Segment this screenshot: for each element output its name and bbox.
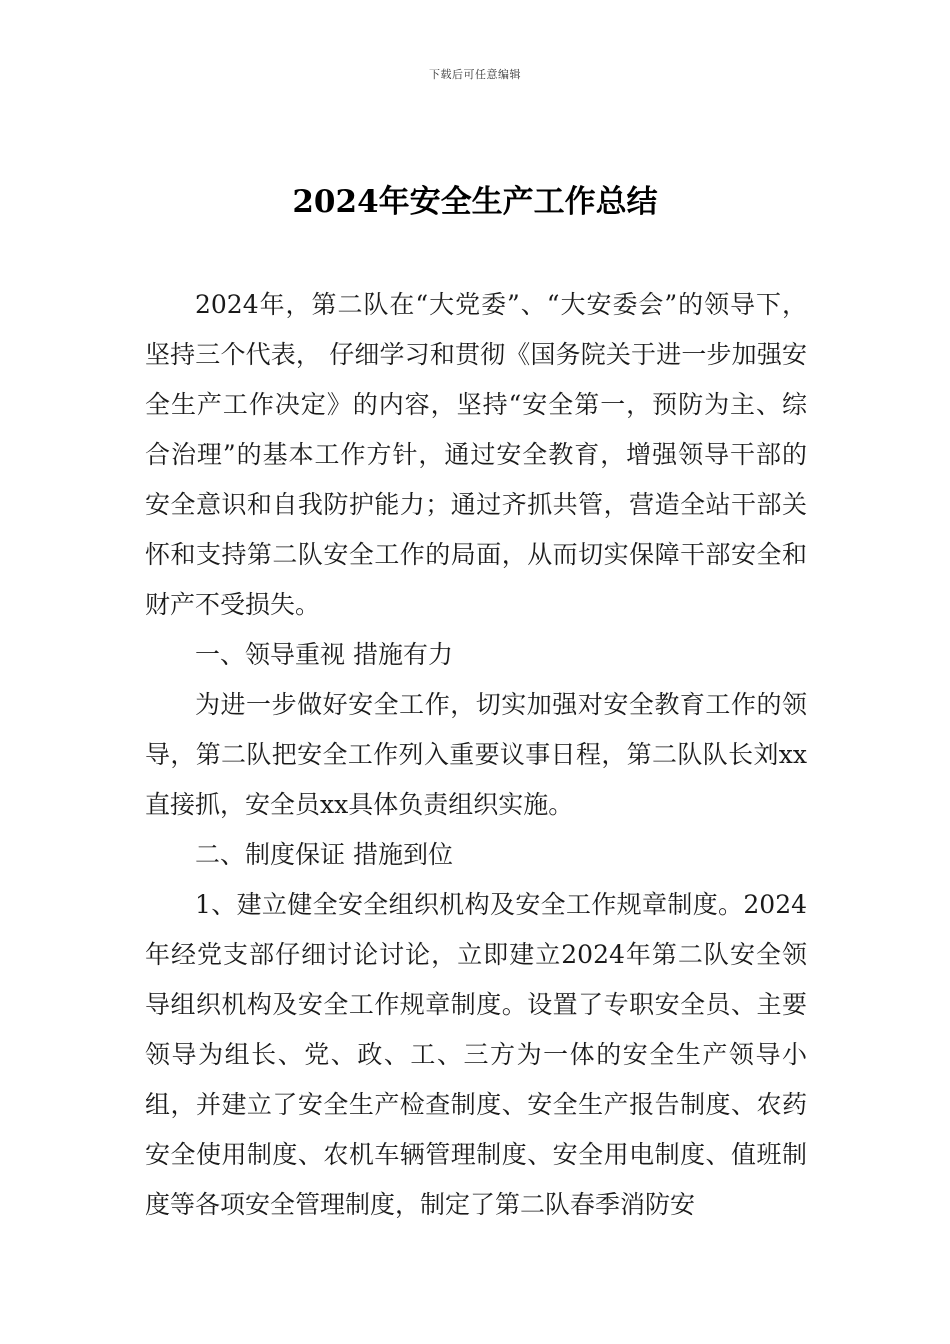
header-note: 下载后可任意编辑 xyxy=(429,68,521,81)
section-heading-1: 一、领导重视 措施有力 xyxy=(195,640,453,669)
paragraph-section-2-item-1: 1、建立健全安全组织机构及安全工作规章制度。2024年经党支部仔细讨论讨论，立即建立2024年第二队安全领导组织机构及安全工作规章制度。设置了专职安全员、主要领导为组长、党、政、工、三方为一体的安全生产领导小组，并建立了安全生产检查制度、安全生产报告制度、农药安全使用制度、农机车辆管理制度、安全用电制度、值班制度等各项安全管理制度，制定了第二队春季消防安 xyxy=(145,890,807,1219)
document-title: 2024年安全生产工作总结 xyxy=(292,184,658,220)
section-heading-2: 二、制度保证 措施到位 xyxy=(195,840,453,869)
document-body xyxy=(145,280,807,1230)
paragraph-intro: 2024年，第二队在“大党委”、“大安委会”的领导下，坚持三个代表， 仔细学习和贯彻《国务院关于进一步加强安全生产工作决定》的内容，坚持“安全第一，预防为主、综合治理”的基本工作方针，通过安全教育，增强领导干部的安全意识和自我防护能力；通过齐抓共管，营造全站干部关怀和支持第二队安全工作的局面，从而切实保障干部安全和财产不受损失。 xyxy=(145,290,807,619)
paragraph-section-1: 为进一步做好安全工作，切实加强对安全教育工作的领导，第二队把安全工作列入重要议事日程，第二队队长刘xx直接抓，安全员xx具体负责组织实施。 xyxy=(145,690,807,819)
